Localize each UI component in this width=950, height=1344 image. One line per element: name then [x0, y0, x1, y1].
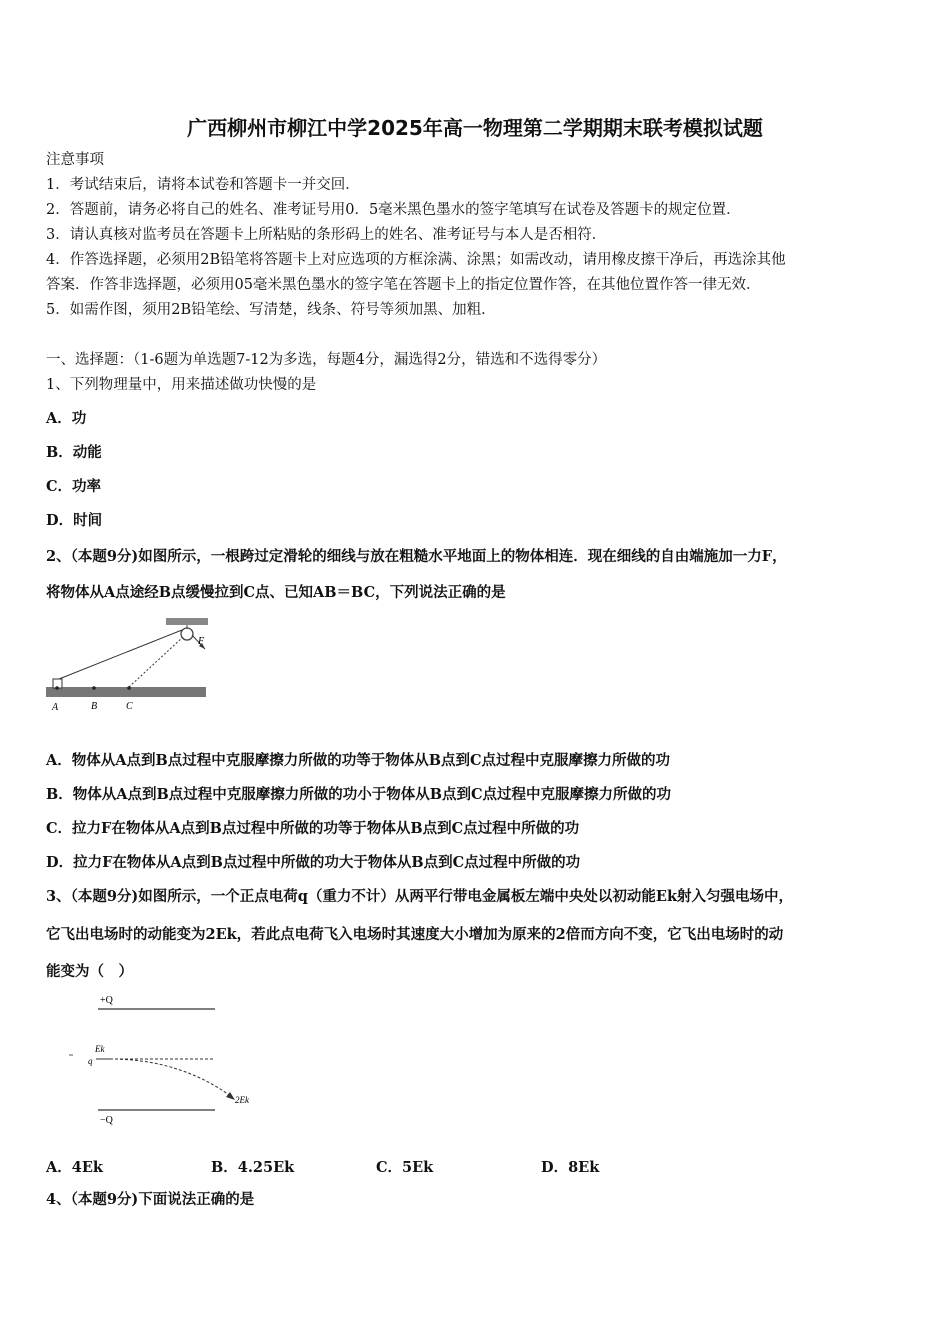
rope-from-c	[129, 637, 183, 687]
notice-item: 4．作答选择题，必须用2B铅笔将答题卡上对应选项的方框涂满、涂黑；如需改动，请用橡皮擦干净后，再选涂其他	[46, 252, 786, 268]
minus-q-label: −Q	[100, 1115, 113, 1126]
q3-option-d: D．8Ek	[541, 1159, 600, 1176]
two-ek-label: 2Ek	[235, 1095, 249, 1105]
q-label: q	[88, 1056, 93, 1066]
q3-option-b: B．4.25Ek	[211, 1159, 295, 1176]
label-a: A	[52, 702, 59, 713]
label-b: B	[91, 701, 98, 712]
notice-item: 3．请认真核对监考员在答题卡上所粘贴的条形码上的姓名、准考证号与本人是否相符．	[46, 227, 607, 243]
notice-item: 5．如需作图，须用2B铅笔绘、写清楚，线条、符号等须加黑、加粗．	[46, 302, 496, 318]
q3-option-a: A．4Ek	[46, 1159, 103, 1176]
q2-option-b: B．物体从A点到B点过程中克服摩擦力所做的功小于物体从B点到C点过程中克服摩擦力所做的功	[46, 786, 672, 803]
label-c: C	[126, 701, 133, 712]
label-f: F	[198, 636, 205, 647]
q1-option-c: C．功率	[46, 478, 102, 495]
question-4-stem: 4、（本题9分)下面说法正确的是	[46, 1191, 255, 1208]
q1-option-a: A．功	[46, 410, 87, 427]
ek-label: Ek	[95, 1044, 105, 1054]
notice-item: 1．考试结束后，请将本试卷和答题卡一并交回．	[46, 177, 360, 193]
point-a	[55, 686, 59, 690]
q2-option-c: C．拉力F在物体从A点到B点过程中所做的功等于物体从B点到C点过程中所做的功	[46, 820, 580, 837]
notice-item: 答案．作答非选择题，必须用05毫米黑色墨水的签字笔在答题卡上的指定位置作答，在其他位置作答一律无效．	[46, 277, 761, 293]
question-3-line2: 它飞出电场时的动能变为2Ek，若此点电荷飞入电场时其速度大小增加为原来的2倍而方向不变，它飞出电场时的动	[46, 926, 784, 943]
notice-item: 2．答题前，请务必将自己的姓名、准考证号用0．5毫米黑色墨水的签字笔填写在试卷及答题卡的规定位置．	[46, 202, 741, 218]
q3-option-c: C．5Ek	[376, 1159, 434, 1176]
notice-heading: 注意事项	[46, 152, 104, 168]
trajectory	[110, 1059, 232, 1097]
page-title: 广西柳州市柳江中学2025年高一物理第二学期期末联考模拟试题	[187, 116, 763, 140]
plus-q-label: +Q	[100, 995, 113, 1006]
q2-option-a: A．物体从A点到B点过程中克服摩擦力所做的功等于物体从B点到C点过程中克服摩擦力所做的功	[46, 752, 671, 769]
question-2-line1: 2、（本题9分)如图所示，一根跨过定滑轮的细线与放在粗糙水平地面上的物体相连．现在细线的自由端施加一力F，	[46, 548, 787, 565]
rope-from-a	[59, 630, 182, 679]
q1-option-b: B．动能	[46, 444, 102, 461]
ground	[46, 687, 206, 697]
q2-option-d: D．拉力F在物体从A点到B点过程中所做的功大于物体从B点到C点过程中所做的功	[46, 854, 581, 871]
q1-option-d: D．时间	[46, 512, 103, 529]
pulley-figure	[44, 615, 209, 715]
capacitor-figure	[60, 990, 270, 1130]
question-3-line1: 3、（本题9分)如图所示，一个正点电荷q（重力不计）从两平行带电金属板左端中央处以初动能Ek射入匀强电场中，	[46, 888, 794, 905]
ceiling	[166, 618, 208, 625]
question-1-stem: 1、下列物理量中，用来描述做功快慢的是	[46, 377, 317, 393]
question-3-line3: 能变为（ ）	[46, 963, 133, 980]
section-heading: 一、选择题：（1-6题为单选题7-12为多选，每题4分，漏选得2分，错选和不选得零分）	[46, 352, 607, 368]
trajectory-arrowhead	[226, 1092, 235, 1100]
point-b	[92, 686, 96, 690]
pulley-wheel	[181, 628, 193, 640]
point-c	[127, 686, 131, 690]
question-2-line2: 将物体从A点途经B点缓慢拉到C点、已知AB＝BC，下列说法正确的是	[46, 584, 506, 601]
